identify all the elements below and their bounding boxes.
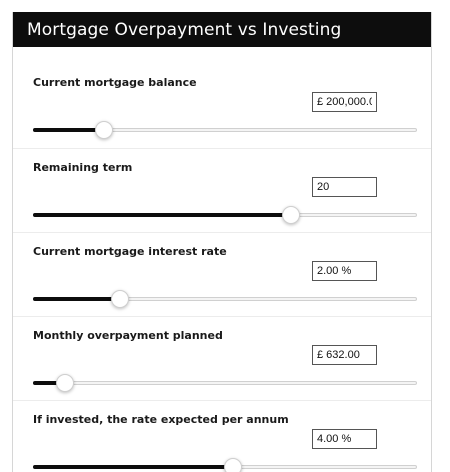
section-monthly-overpayment [13, 316, 431, 400]
slider-fill [33, 128, 103, 132]
mortgage-balance-slider[interactable] [33, 128, 417, 132]
slider-thumb[interactable] [95, 121, 113, 139]
slider-thumb[interactable] [111, 290, 129, 308]
slider-thumb[interactable] [56, 374, 74, 392]
investment-rate-slider[interactable] [33, 465, 417, 469]
investment-rate-label: If invested, the rate expected per annum [33, 413, 289, 426]
investment-rate-input[interactable] [312, 429, 377, 449]
monthly-overpayment-input[interactable] [312, 345, 377, 365]
monthly-overpayment-label: Monthly overpayment planned [33, 329, 223, 342]
slider-fill [33, 465, 232, 469]
remaining-term-input[interactable] [312, 177, 377, 197]
mortgage-balance-label: Current mortgage balance [33, 76, 197, 89]
slider-fill [33, 213, 290, 217]
section-investment-rate [13, 400, 431, 472]
page-title: Mortgage Overpayment vs Investing [13, 12, 431, 47]
interest-rate-input[interactable] [312, 261, 377, 281]
remaining-term-slider[interactable] [33, 213, 417, 217]
mortgage-balance-input[interactable] [312, 92, 377, 112]
slider-thumb[interactable] [224, 458, 242, 472]
section-interest-rate [13, 232, 431, 316]
monthly-overpayment-slider[interactable] [33, 381, 417, 385]
interest-rate-slider[interactable] [33, 297, 417, 301]
interest-rate-label: Current mortgage interest rate [33, 245, 227, 258]
slider-fill [33, 297, 119, 301]
calculator-widget [12, 12, 432, 472]
slider-thumb[interactable] [282, 206, 300, 224]
remaining-term-label: Remaining term [33, 161, 133, 174]
section-remaining-term [13, 148, 431, 232]
section-mortgage-balance [13, 47, 431, 148]
